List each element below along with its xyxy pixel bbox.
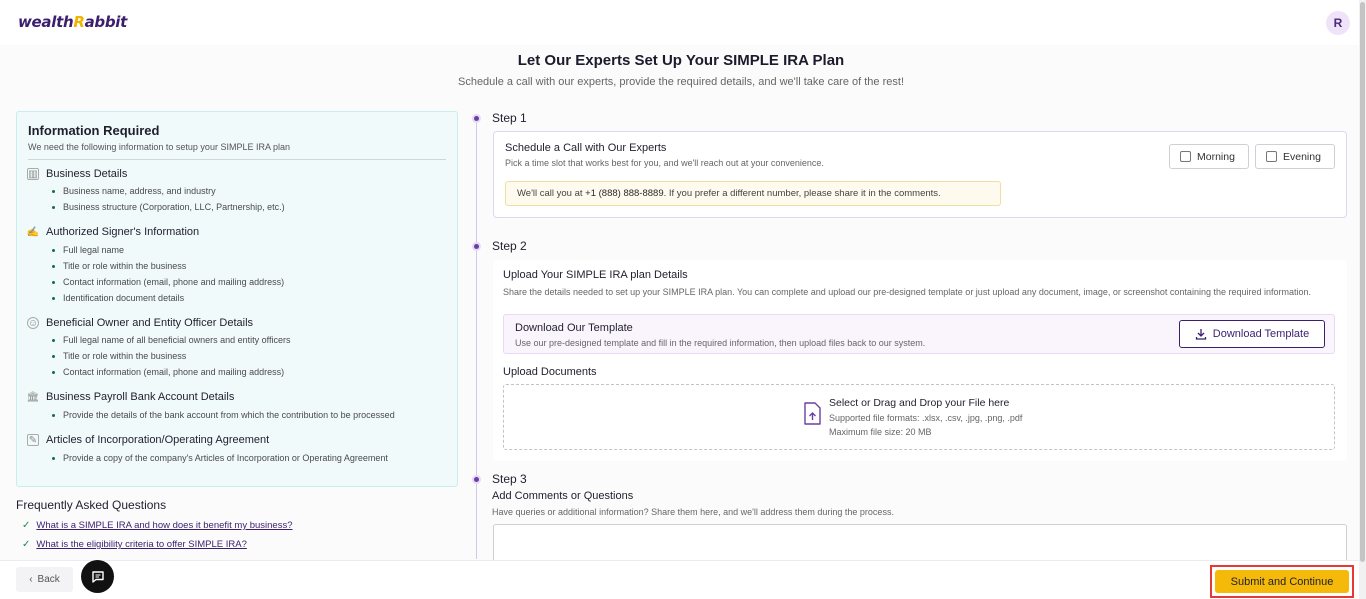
section-beneficial-owner	[27, 317, 253, 329]
dropzone-title: Select or Drag and Drop your File here	[829, 397, 1010, 409]
timeline-line	[476, 118, 477, 559]
phone-number: +1 (888) 888-8889	[585, 188, 664, 199]
upload-details-card	[493, 260, 1347, 461]
slot-evening[interactable]	[1255, 144, 1335, 169]
page-subtitle: Schedule a call with our experts, provide the required details, and we'll take care of the rest!	[457, 76, 904, 88]
faq-title: Frequently Asked Questions	[16, 498, 167, 512]
section-title: Business Details	[46, 168, 128, 180]
section-title: Beneficial Owner and Entity Officer Details	[46, 317, 254, 329]
chevron-left-icon: ‹	[29, 574, 33, 585]
phone-note: We'll call you at +1 (888) 888-8889. If you prefer a different number, please share it in the comments.	[505, 181, 1001, 206]
file-upload-icon	[802, 402, 822, 426]
list-item: Provide the details of the bank account from which the contribution to be processed	[53, 410, 395, 420]
person-icon: ☺	[27, 317, 39, 329]
faq-link[interactable]: What is the eligibility criteria to offer SIMPLE IRA?	[36, 539, 247, 550]
faq-item[interactable]	[22, 520, 293, 531]
user-avatar[interactable]: R	[1326, 11, 1350, 35]
comments-subtitle: Have queries or additional information? Share them here, and we'll address them during the process.	[492, 507, 894, 517]
template-subtitle: Use our pre-designed template and fill in the required information, then upload files back to our system.	[515, 338, 926, 348]
submit-highlight	[1210, 565, 1354, 598]
button-label: Download Template	[1212, 328, 1310, 340]
section-business-details	[27, 168, 127, 180]
bank-icon: 🏛	[26, 391, 40, 403]
section-title: Business Payroll Bank Account Details	[46, 391, 235, 403]
top-bar	[0, 0, 1366, 45]
section-title: Authorized Signer's Information	[46, 226, 200, 238]
list-item: Provide a copy of the company's Articles of Incorporation or Operating Agreement	[53, 453, 388, 463]
slot-label: Morning	[1197, 150, 1235, 163]
download-template-button[interactable]	[1179, 320, 1325, 348]
timeline-dot	[472, 242, 481, 251]
brand-logo[interactable]: wealthRabbit	[18, 13, 128, 31]
list-item: Contact information (email, phone and mailing address)	[53, 277, 284, 287]
list-item: Title or role within the business	[53, 351, 186, 361]
section-title: Articles of Incorporation/Operating Agreement	[46, 434, 270, 446]
checkbox[interactable]	[1266, 151, 1277, 162]
chat-icon	[91, 570, 105, 584]
check-icon: ✓	[22, 520, 31, 531]
page-scrollbar[interactable]	[1359, 0, 1366, 599]
card-subtitle: Pick a time slot that works best for you, and we'll reach out at your convenience.	[505, 158, 824, 168]
step-1-label: Step 1	[492, 111, 527, 125]
template-panel	[503, 314, 1335, 354]
checkbox[interactable]	[1180, 151, 1191, 162]
step-2-label: Step 2	[492, 239, 527, 253]
dropzone-formats: Supported file formats: .xlsx, .csv, .jpg, .png, .pdf	[829, 413, 1023, 423]
list-item: Contact information (email, phone and mailing address)	[53, 367, 284, 377]
signature-icon: ✍	[26, 226, 40, 238]
building-icon: ▥	[28, 168, 38, 180]
list-item: Full legal name	[53, 245, 124, 255]
submit-and-continue-button[interactable]: Submit and Continue	[1215, 570, 1349, 593]
section-articles	[27, 434, 269, 446]
list-item: Business structure (Corporation, LLC, Partnership, etc.)	[53, 202, 285, 212]
check-icon: ✓	[22, 539, 31, 550]
comments-title: Add Comments or Questions	[492, 490, 634, 502]
faq-link[interactable]: What is a SIMPLE IRA and how does it benefit my business?	[36, 520, 293, 531]
file-dropzone[interactable]	[503, 384, 1335, 450]
slot-label: Evening	[1283, 150, 1321, 163]
list-item: Title or role within the business	[53, 261, 186, 271]
timeline-dot	[472, 114, 481, 123]
slot-morning[interactable]	[1169, 144, 1249, 169]
section-payroll-bank	[27, 391, 234, 403]
list-item: Full legal name of all beneficial owners and entity officers	[53, 335, 290, 345]
download-icon	[1195, 328, 1207, 340]
timeline-dot	[472, 475, 481, 484]
information-required-panel	[16, 111, 458, 487]
card-title: Schedule a Call with Our Experts	[505, 142, 667, 154]
chat-button[interactable]	[81, 560, 114, 593]
step-3-label: Step 3	[492, 472, 527, 486]
divider	[28, 159, 446, 160]
info-subtitle: We need the following information to setup your SIMPLE IRA plan	[28, 142, 290, 152]
back-button[interactable]	[16, 567, 73, 592]
template-title: Download Our Template	[515, 322, 633, 334]
list-item: Business name, address, and industry	[53, 186, 216, 196]
page-title: Let Our Experts Set Up Your SIMPLE IRA Plan	[517, 52, 845, 69]
info-title: Information Required	[28, 123, 160, 138]
upload-documents-label: Upload Documents	[503, 366, 597, 378]
card-subtitle: Share the details needed to set up your SIMPLE IRA plan. You can complete and upload our pre-designed template or just upload any document, image, or screenshot containing the required information.	[503, 287, 1312, 297]
button-label: Back	[37, 574, 60, 585]
schedule-call-card	[493, 131, 1347, 218]
section-authorized-signer	[27, 226, 199, 238]
list-item: Identification document details	[53, 293, 184, 303]
card-title: Upload Your SIMPLE IRA plan Details	[503, 269, 688, 281]
faq-item[interactable]	[22, 539, 247, 550]
dropzone-size: Maximum file size: 20 MB	[829, 427, 932, 437]
footer-bar	[0, 560, 1359, 599]
comments-input[interactable]	[493, 524, 1347, 564]
document-icon: ✎	[28, 434, 38, 446]
